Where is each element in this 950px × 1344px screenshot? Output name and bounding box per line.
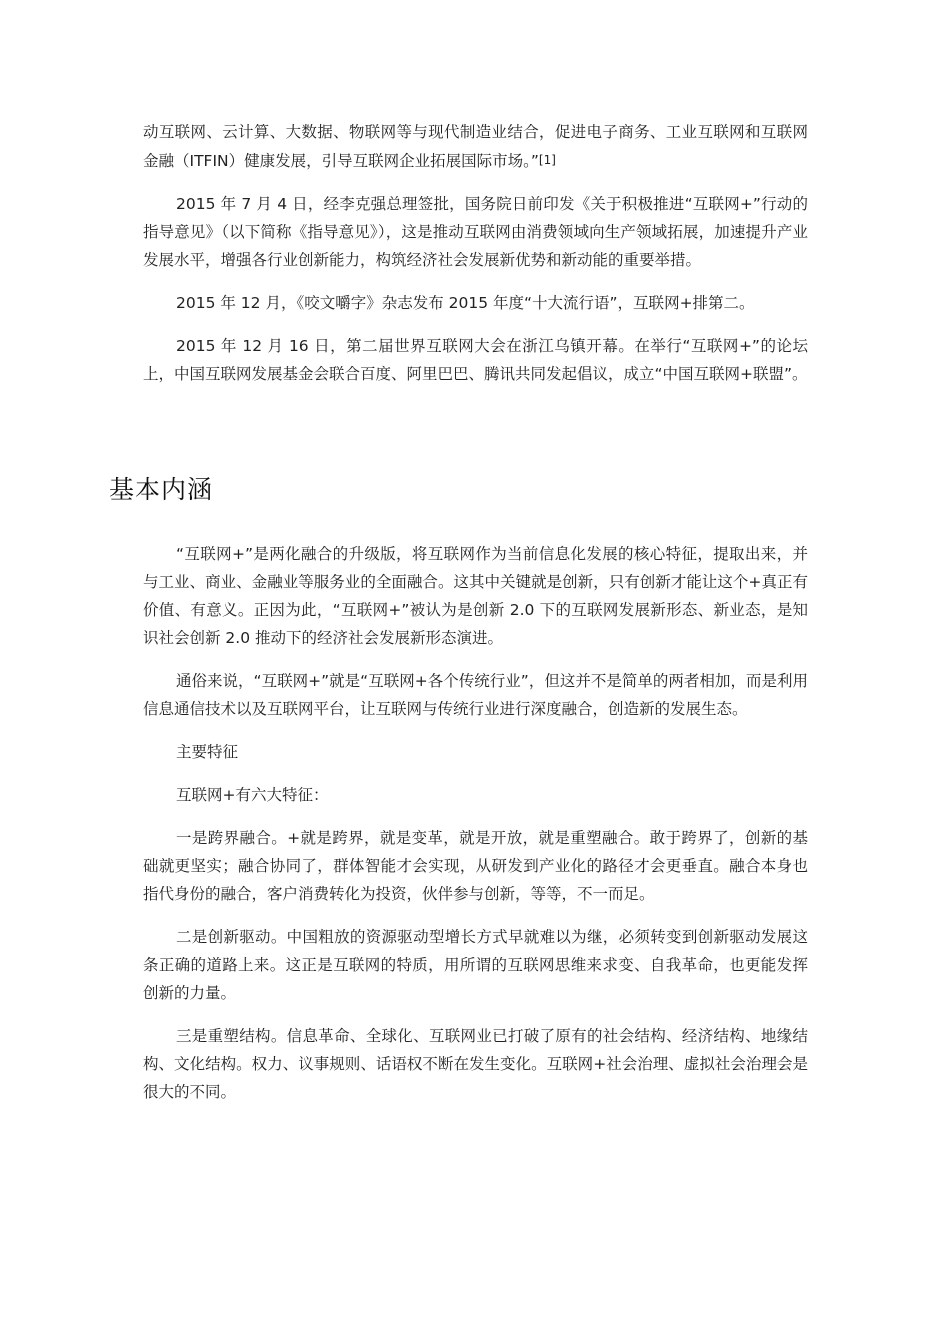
paragraph-buzzword: 2015 年 12 月，《咬文嚼字》杂志发布 2015 年度“十大流行语”，互联网+排第二。 <box>176 294 755 312</box>
paragraph-conference: 2015 年 12 月 16 日，第二届世界互联网大会在浙江乌镇开幕。在举行“互联网+”的论坛上，中国互联网发展基金会联合百度、阿里巴巴、腾讯共同发起倡议，成立“中国互联网+联盟”。 <box>143 337 808 383</box>
paragraph-itfin <box>143 118 808 175</box>
section-title: 基本内涵 <box>109 475 214 504</box>
reference-link[interactable]: [1] <box>538 153 556 167</box>
paragraph-definition: “互联网+”是两化融合的升级版，将互联网作为当前信息化发展的核心特征，提取出来，并与工业、商业、金融业等服务业的全面融合。这其中关键就是创新，只有创新才能让这个+真正有价值、有意义。正因为此，“互联网+”被认为是创新 2.0 下的互联网发展新形态、新业态，是知识社会创新 2.0 推动下的经济社会发展新形态演进。 <box>143 545 808 647</box>
section-body <box>143 540 808 1106</box>
paragraph-feature-innovation: 二是创新驱动。中国粗放的资源驱动型增长方式早就难以为继，必须转变到创新驱动发展这条正确的道路上来。这正是互联网的特质，用所谓的互联网思维来求变、自我革命，也更能发挥创新的力量。 <box>143 928 808 1002</box>
paragraph-feature-crossover: 一是跨界融合。+就是跨界，就是变革，就是开放，就是重塑融合。敢于跨界了，创新的基础就更坚实；融合协同了，群体智能才会实现，从研发到产业化的路径才会更垂直。融合本身也指代身份的融合，客户消费转化为投资，伙伴参与创新，等等，不一而足。 <box>143 829 808 903</box>
paragraph-guidance: 2015 年 7 月 4 日，经李克强总理签批，国务院日前印发《关于积极推进“互联网+”行动的指导意见》（以下简称《指导意见》），这是推动互联网由消费领域向生产领域拓展，加速提升产业发展水平，增强各行业创新能力，构筑经济社会发展新优势和新动能的重要举措。 <box>143 195 808 269</box>
paragraph-feature-restructure: 三是重塑结构。信息革命、全球化、互联网业已打破了原有的社会结构、经济结构、地缘结构、文化结构。权力、议事规则、话语权不断在发生变化。互联网+社会治理、虚拟社会治理会是很大的不同。 <box>143 1027 808 1101</box>
intro-block <box>143 118 808 388</box>
paragraph-itfin-text: 动互联网、云计算、大数据、物联网等与现代制造业结合，促进电子商务、工业互联网和互联网金融（ITFIN）健康发展，引导互联网企业拓展国际市场。” <box>143 123 808 170</box>
paragraph-popular-explanation: 通俗来说，“互联网+”就是“互联网+各个传统行业”，但这并不是简单的两者相加，而是利用信息通信技术以及互联网平台，让互联网与传统行业进行深度融合，创造新的发展生态。 <box>143 672 808 718</box>
paragraph-six-features: 互联网+有六大特征： <box>176 786 329 804</box>
paragraph-main-features-heading: 主要特征 <box>176 743 239 761</box>
